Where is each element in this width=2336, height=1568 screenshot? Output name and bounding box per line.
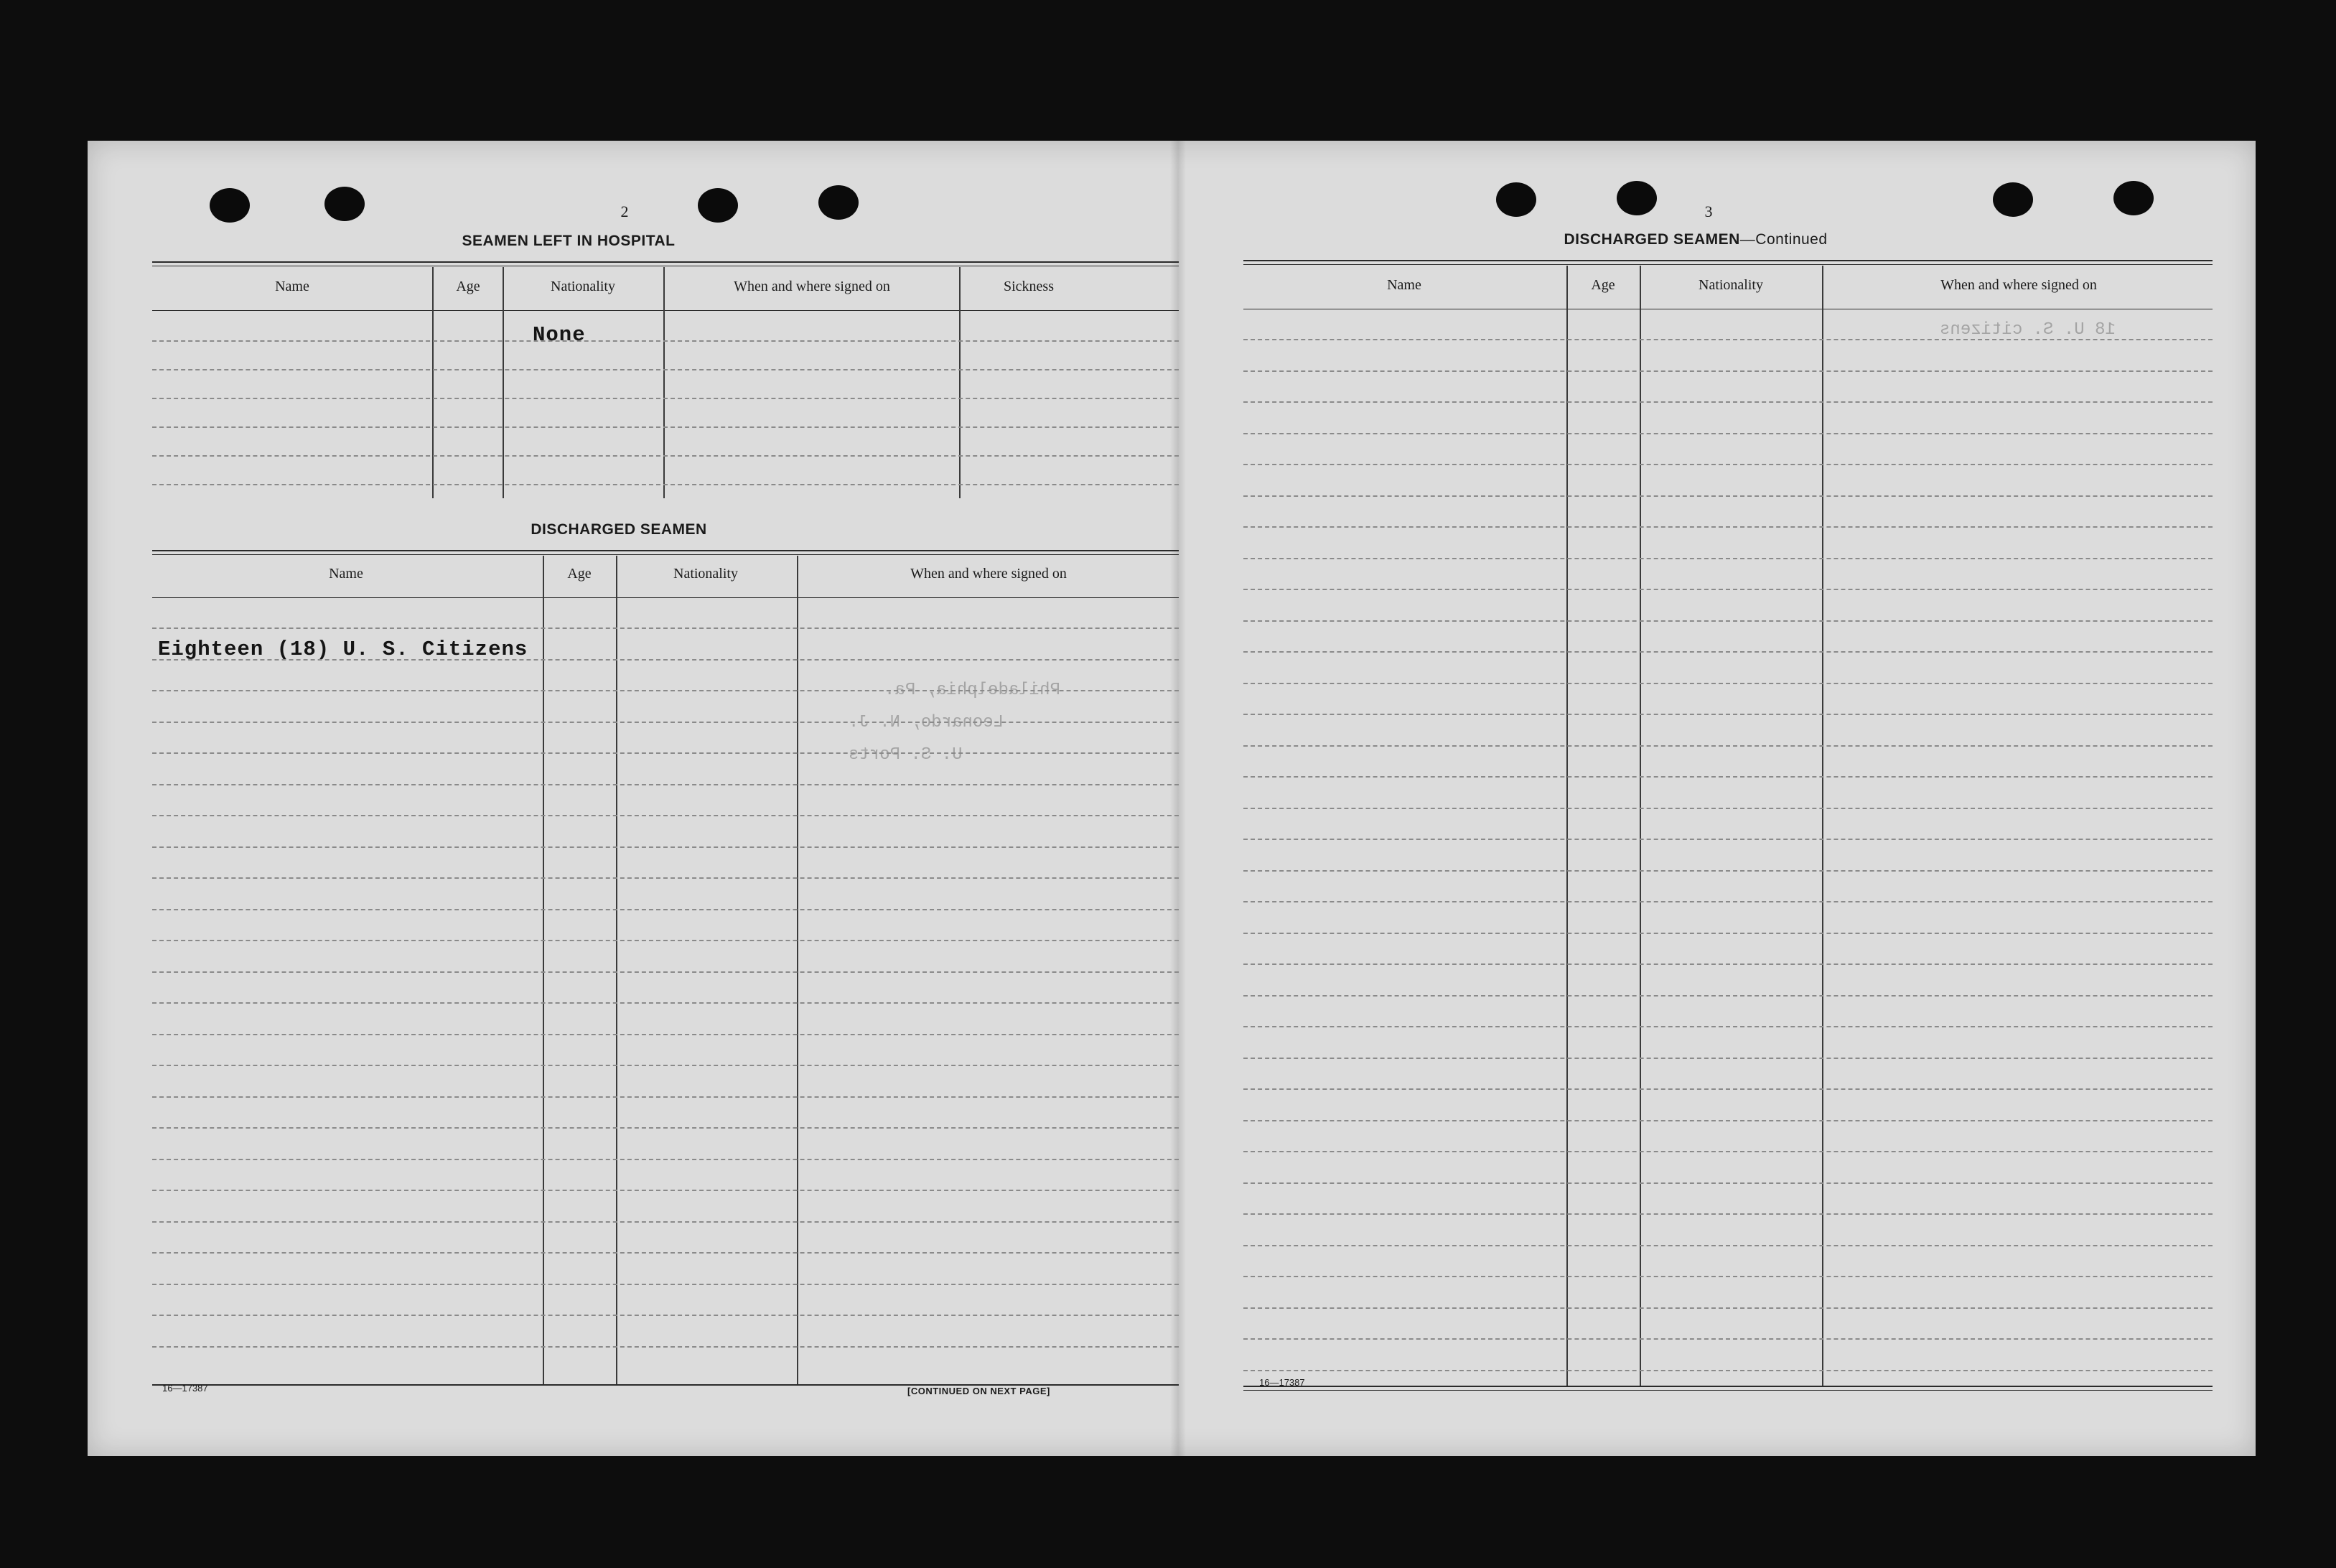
row-line [152, 846, 1179, 848]
row-line [1243, 433, 2213, 434]
col-header-sickness: Sickness [1004, 279, 1054, 294]
row-line [1243, 589, 2213, 590]
table-top-rule [152, 261, 1179, 263]
col-header-age: Age [456, 279, 480, 294]
column-divider [797, 556, 798, 1384]
continued-section-title-suffix: —Continued [1739, 231, 1828, 248]
row-line [152, 1159, 1179, 1160]
row-line [1243, 339, 2213, 340]
col-header-age: Age [567, 566, 592, 582]
row-line [152, 484, 1179, 485]
bleed-through-text: 18 U. S. citizens [1940, 320, 2116, 340]
row-line [152, 369, 1179, 370]
header-rule [152, 310, 1179, 311]
row-line [1243, 1120, 2213, 1121]
form-number-left: 16—17387 [162, 1383, 208, 1394]
col-header-name: Name [1387, 277, 1421, 293]
row-line [1243, 526, 2213, 528]
row-line [152, 909, 1179, 910]
column-divider [663, 267, 665, 498]
col-header-signed-on: When and where signed on [734, 279, 890, 294]
continued-note: [CONTINUED ON NEXT PAGE] [907, 1386, 1050, 1396]
document-sheet [88, 141, 2256, 1456]
row-line [1243, 776, 2213, 778]
table-top-rule [152, 554, 1179, 555]
row-line [152, 1315, 1179, 1316]
row-line [1243, 1276, 2213, 1277]
row-line [1243, 933, 2213, 934]
punch-hole [324, 187, 365, 221]
row-line [152, 1346, 1179, 1348]
table-top-rule [152, 550, 1179, 551]
row-line [152, 455, 1179, 457]
row-line [152, 340, 1179, 342]
row-line [152, 1034, 1179, 1035]
row-line [1243, 714, 2213, 715]
col-header-name: Name [329, 566, 363, 582]
continued-section-title [1480, 231, 1911, 248]
row-line [1243, 495, 2213, 497]
column-divider [959, 267, 961, 498]
row-line [1243, 1213, 2213, 1215]
bleed-through-text: U. S. Ports [849, 745, 963, 765]
punch-hole [1993, 182, 2033, 217]
row-line [152, 1221, 1179, 1223]
row-line [1243, 1088, 2213, 1090]
punch-hole [818, 185, 859, 220]
row-line [152, 752, 1179, 754]
col-header-age: Age [1591, 277, 1615, 293]
page-number-right: 3 [1704, 202, 1713, 220]
form-number-right: 16—17387 [1259, 1377, 1305, 1388]
col-header-nationality: Nationality [551, 279, 615, 294]
row-line [1243, 1026, 2213, 1027]
page-number-left: 2 [620, 202, 629, 220]
col-header-nationality: Nationality [673, 566, 738, 582]
row-line [152, 690, 1179, 691]
row-line [1243, 1370, 2213, 1371]
row-line [1243, 1151, 2213, 1152]
table-bottom-rule [1243, 1390, 2213, 1391]
row-line [152, 1065, 1179, 1066]
row-line [1243, 651, 2213, 653]
row-line [152, 815, 1179, 816]
row-line [152, 940, 1179, 941]
col-header-nationality: Nationality [1699, 277, 1763, 293]
row-line [152, 722, 1179, 723]
row-line [1243, 1245, 2213, 1246]
table-top-rule [1243, 264, 2213, 265]
col-header-signed-on: When and where signed on [1940, 277, 2097, 293]
punch-hole [1617, 181, 1657, 215]
row-line [152, 1127, 1179, 1129]
table-bottom-rule [1243, 1386, 2213, 1387]
continued-section-title-main: DISCHARGED SEAMEN [1564, 231, 1740, 248]
bleed-through-text: Philadelphia, Pa. [884, 681, 1060, 700]
row-line [1243, 839, 2213, 840]
page-fold [1170, 141, 1186, 1456]
row-line [152, 971, 1179, 973]
punch-hole [1496, 182, 1536, 217]
column-divider [616, 556, 617, 1384]
discharged-section-title: DISCHARGED SEAMEN [531, 521, 707, 538]
column-divider [503, 267, 504, 498]
row-line [152, 1002, 1179, 1004]
punch-hole [698, 188, 738, 223]
hospital-entry: None [533, 323, 586, 347]
row-line [152, 1284, 1179, 1285]
row-line [152, 398, 1179, 399]
row-line [1243, 558, 2213, 559]
bleed-through-text: Leonardo, N. J. [849, 713, 1004, 732]
row-line [1243, 370, 2213, 372]
row-line [1243, 401, 2213, 403]
discharged-entry: Eighteen (18) U. S. Citizens [158, 638, 528, 661]
table-top-rule [1243, 260, 2213, 261]
row-line [1243, 683, 2213, 684]
row-line [152, 627, 1179, 629]
col-header-name: Name [275, 279, 309, 294]
column-divider [543, 556, 544, 1384]
hospital-section-title: SEAMEN LEFT IN HOSPITAL [462, 233, 676, 249]
row-line [152, 1096, 1179, 1098]
row-line [1243, 808, 2213, 809]
column-divider [432, 267, 434, 498]
row-line [1243, 1058, 2213, 1059]
row-line [1243, 1307, 2213, 1309]
row-line [152, 1252, 1179, 1254]
row-line [1243, 745, 2213, 747]
punch-hole [210, 188, 250, 223]
header-rule [152, 597, 1179, 598]
row-line [152, 426, 1179, 428]
punch-hole [2113, 181, 2154, 215]
row-line [1243, 464, 2213, 465]
row-line [152, 784, 1179, 785]
row-line [152, 1190, 1179, 1191]
row-line [1243, 870, 2213, 872]
row-line [1243, 1182, 2213, 1184]
row-line [1243, 1338, 2213, 1340]
row-line [1243, 963, 2213, 965]
col-header-signed-on: When and where signed on [910, 566, 1067, 582]
row-line [1243, 995, 2213, 997]
row-line [152, 877, 1179, 879]
row-line [1243, 620, 2213, 622]
row-line [1243, 901, 2213, 902]
